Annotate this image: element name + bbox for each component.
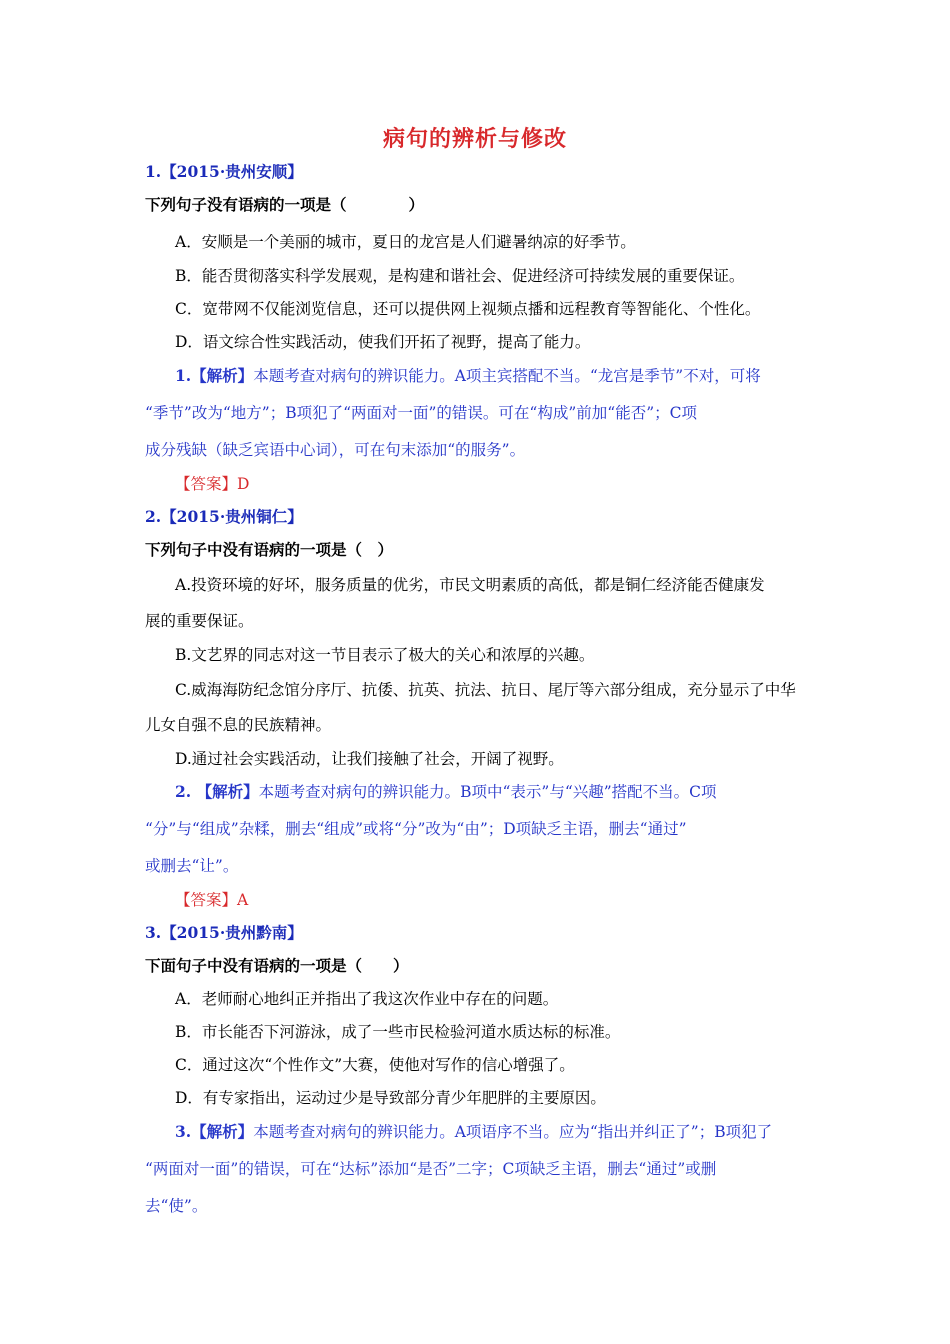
question-2-header: 2.【2015·贵州铜仁】 [145,507,303,526]
question-1-option-a: A．安顺是一个美丽的城市，夏日的龙宫是人们避暑纳凉的好季节。 [175,233,636,251]
question-3-option-d: D．有专家指出，运动过少是导致部分青少年肥胖的主要原因。 [175,1089,606,1107]
question-3-stem: 下面句子中没有语病的一项是（ ） [145,956,409,975]
question-1-option-b: B．能否贯彻落实科学发展观，是构建和谐社会、促进经济可持续发展的重要保证。 [175,267,745,285]
analysis-text: 本题考查对病句的辨识能力。A项主宾搭配不当。“龙宫是季节”不对，可将 [253,367,761,385]
question-2-analysis-line-1 [175,782,717,802]
question-2-option-c-line-2: 儿女自强不息的民族精神。 [145,716,332,734]
question-3-option-b: B．市长能否下河游泳，成了一些市民检验河道水质达标的标准。 [175,1023,621,1041]
question-3-analysis-line-3: 去“使”。 [145,1197,208,1215]
question-2-option-a-line-2: 展的重要保证。 [145,612,254,630]
analysis-label: 1.【解析】 [175,366,254,385]
question-3-analysis-line-1 [175,1122,772,1142]
answer-label: 【答案】 [175,891,238,909]
answer-label: 【答案】 [175,475,238,493]
analysis-label: 2. 【解析】 [175,782,259,801]
question-1-analysis-line-3: 成分残缺（缺乏宾语中心词），可在句末添加“的服务”。 [145,441,526,459]
question-1-analysis-line-2: “季节”改为“地方”；B项犯了“两面对一面”的错误。可在“构成”前加“能否”；C项 [145,404,697,422]
question-3-option-a: A．老师耐心地纠正并指出了我这次作业中存在的问题。 [175,990,559,1008]
question-1-option-c: C．宽带网不仅能浏览信息，还可以提供网上视频点播和远程教育等智能化、个性化。 [175,300,761,318]
answer-value: A [237,891,249,909]
question-2-answer [175,890,248,910]
question-2-option-b: B.文艺界的同志对这一节目表示了极大的关心和浓厚的兴趣。 [175,646,595,664]
question-3-analysis-line-2: “两面对一面”的错误，可在“达标”添加“是否”二字；C项缺乏主语，删去“通过”或删 [145,1160,717,1178]
answer-value: D [237,475,250,493]
question-1-analysis-line-1 [175,366,761,386]
question-1-option-d: D．语文综合性实践活动，使我们开拓了视野，提高了能力。 [175,333,591,351]
question-2-option-d: D.通过社会实践活动，让我们接触了社会，开阔了视野。 [175,750,564,768]
analysis-text: 本题考查对病句的辨识能力。B项中“表示”与“兴趣”搭配不当。C项 [258,783,717,801]
question-2-analysis-line-3: 或删去“让”。 [145,857,239,875]
question-1-answer [175,474,249,494]
question-3-option-c: C．通过这次“个性作文”大赛，使他对写作的信心增强了。 [175,1056,575,1074]
question-2-stem: 下列句子中没有语病的一项是（ ） [145,540,394,559]
question-2-analysis-line-2: “分”与“组成”杂糅，删去“组成”或将“分”改为“由”；D项缺乏主语，删去“通过” [145,820,687,838]
question-3-header: 3.【2015·贵州黔南】 [145,923,303,942]
question-2-option-a-line-1: A.投资环境的好坏，服务质量的优劣，市民文明素质的高低，都是铜仁经济能否健康发 [175,576,765,594]
question-1-stem: 下列句子没有语病的一项是（ ） [145,195,425,214]
analysis-text: 本题考查对病句的辨识能力。A项语序不当。应为“指出并纠正了”；B项犯了 [253,1123,773,1141]
question-2-option-c-line-1: C.威海海防纪念馆分序厅、抗倭、抗英、抗法、抗日、尾厅等六部分组成，充分显示了中华 [175,681,796,699]
question-1-header: 1.【2015·贵州安顺】 [145,162,303,181]
analysis-label: 3.【解析】 [175,1122,254,1141]
document-title: 病句的辨析与修改 [382,126,567,152]
